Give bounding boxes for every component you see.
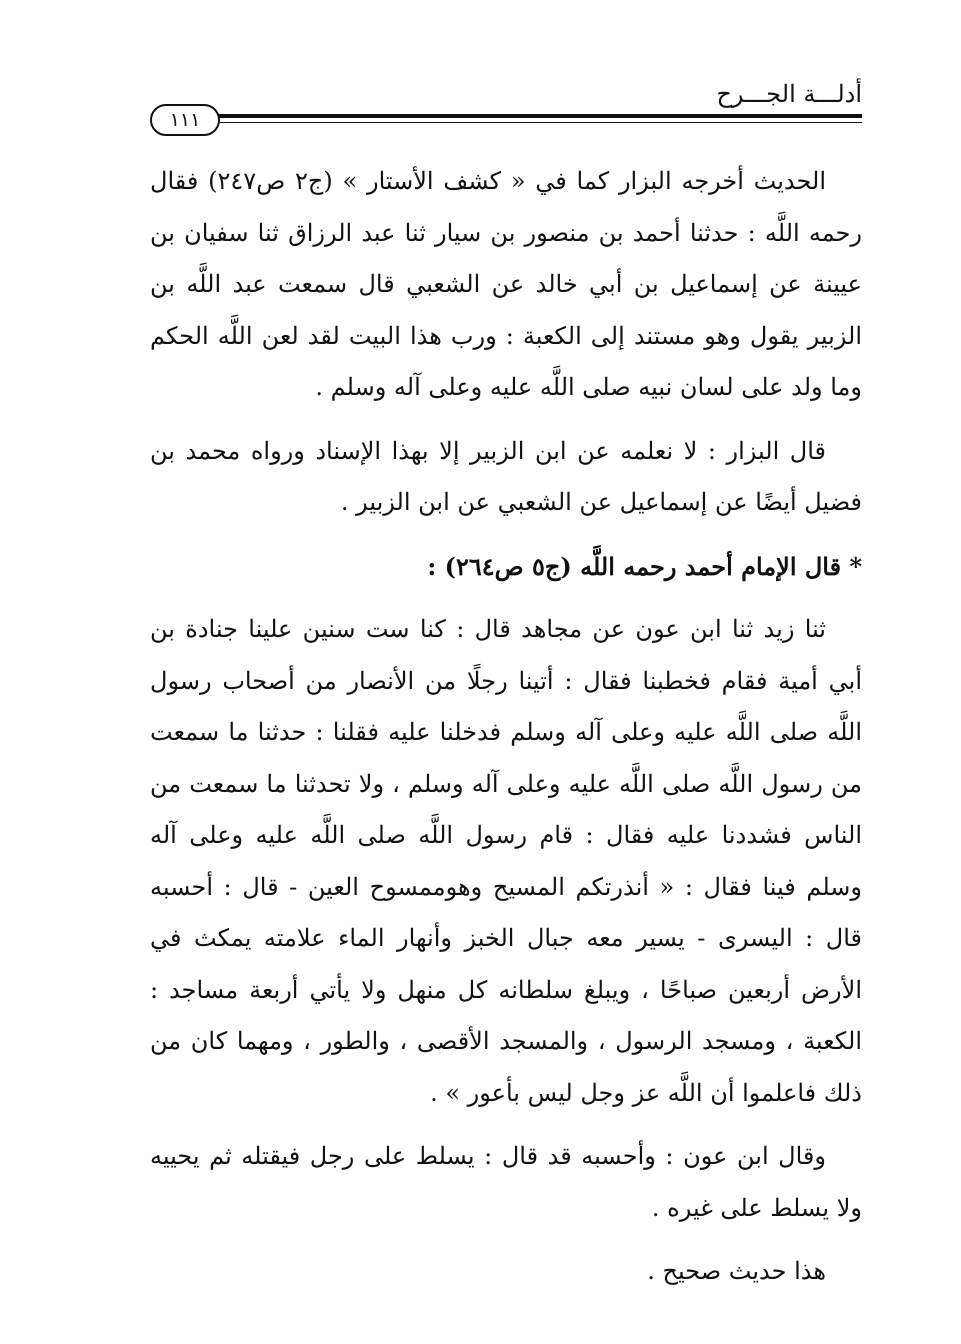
section-heading	[150, 541, 862, 593]
paragraph-4: وقال ابن عون : وأحسبه قد قال : يسلط على رجل فيقتله ثم يحييه ولا يسلط على غيره .	[150, 1142, 862, 1222]
heading-star: *	[849, 551, 862, 581]
paragraph-5: هذا حديث صحيح .	[647, 1257, 826, 1285]
header-rule-thick	[212, 114, 862, 118]
paragraph-3: ثنا زيد ثنا ابن عون عن مجاهد قال : كنا ست سنين علينا جنادة بن أبي أمية فقام فخطبنا فقال : أتينا رجلًا من الأنصار من أصحاب رسول اللَّه صلى اللَّه عليه وعلى آله وسلم فدخلنا عليه فقلنا : حدثنا ما سمعت من رسول اللَّه صلى اللَّه عليه وعلى آله وسلم ، ولا تحدثنا ما سمعت من الناس فشددنا عليه فقال : قام رسول اللَّه صلى اللَّه عليه وعلى آله وسلم فينا فقال : « أنذرتكم المسيح وهوممسوح العين - قال : أحسبه قال : اليسرى - يسير معه جبال الخبز وأنهار الماء علامته يمكث في الأرض أربعين صباحًا ، ويبلغ سلطانه كل منهل ولا يأتي أربعة مساجد : الكعبة ، ومسجد الرسول ، والمسجد الأقصى ، والطور ، ومهما كان من ذلك فاعلموا أن اللَّه عز وجل ليس بأعور » .	[150, 615, 863, 1107]
paragraph-2: قال البزار : لا نعلمه عن ابن الزبير إلا بهذا الإسناد ورواه محمد بن فضيل أيضًا عن إسماعيل عن الشعبي عن ابن الزبير .	[150, 436, 862, 516]
header-rule-thin	[212, 122, 862, 123]
page-body	[150, 156, 862, 1310]
paragraph-1: الحديث أخرجه البزار كما في « كشف الأستار » (ج٢ ص٢٤٧) فقال رحمه اللَّه : حدثنا أحمد بن منصور بن سيار ثنا عبد الرزاق ثنا سفيان بن عيينة عن إسماعيل بن أبي خالد عن الشعبي قال سمعت عبد اللَّه بن الزبير يقول وهو مستند إلى الكعبة : ورب هذا البيت لقد لعن اللَّه الحكم وما ولد على لسان نبيه صلى اللَّه عليه وعلى آله وسلم .	[150, 167, 862, 401]
heading-text: قال الإمام أحمد رحمه اللَّه (ج٥ ص٢٦٤) :	[427, 551, 842, 581]
page-header	[150, 70, 862, 130]
running-title: أدلـــة الجـــرح	[716, 80, 862, 108]
page-number: ١١١	[150, 104, 220, 136]
